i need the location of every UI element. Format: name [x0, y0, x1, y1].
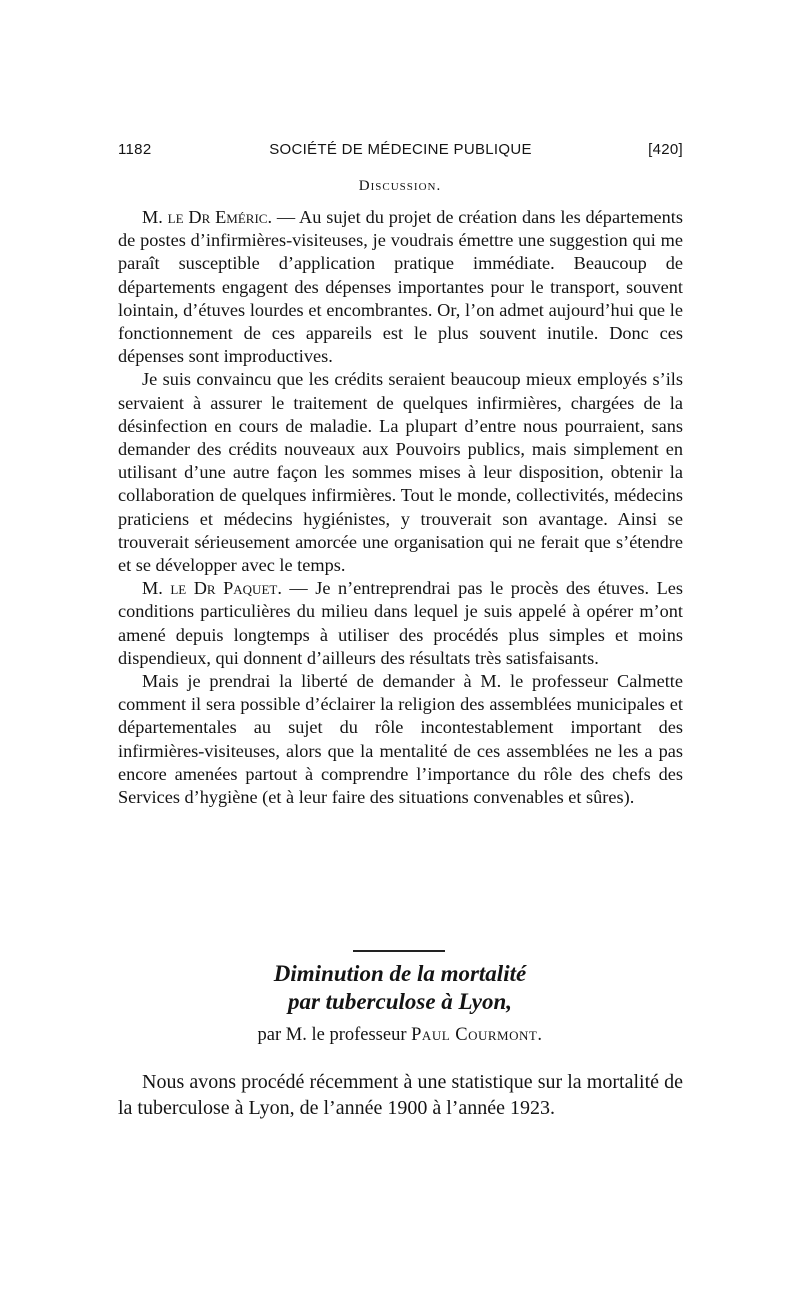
paragraph-text: — Je n’entreprendrai pas le procès des étuves. Les conditions particulières du milieu dans lequel je suis appelé à opérer m’ont amené depuis longtemps à utiliser des procédés plus simples et moins dispendieux, qui donnent d’ailleurs des résultats très satisfaisants.	[118, 578, 684, 668]
bracket-reference: [420]	[648, 141, 683, 158]
paragraph	[118, 368, 683, 577]
paragraph-text: Mais je prendrai la liberté de demander à M. le professeur Calmette comment il sera possible d’éclairer la religion des assemblées municipales et départementales au sujet du rôle incontestablement important des infirmières-visiteuses, alors que la mentalité de ces assemblées ne les a pas encore amenées partout à comprendre l’importance du rôle des chefs des Services d’hygiène (et à leur faire des situations convenables et sûres).	[118, 671, 683, 808]
discussion-body	[118, 206, 683, 809]
journal-title: SOCIÉTÉ DE MÉDECINE PUBLIQUE	[269, 141, 532, 158]
paragraph-text: Je suis convaincu que les crédits seraient beaucoup mieux employés s’ils servaient à assurer le traitement de quelques infirmières, chargées de la désinfection en cours de maladie. La plupart d’entre nous pourraient, sans demander des crédits nouveaux aux Pouvoirs publics, mais simplement en utilisant d’une autre façon les sommes mises à leur disposition, obtenir la collaboration de quelques infirmières. Tout le monde, collectivités, médecins praticiens et médecins hygiénistes, y trouverait son avantage. Ainsi se trouverait sérieusement amorcée une organisation qui ne ferait que s’étendre et se développer avec le temps.	[118, 369, 683, 576]
paragraph	[118, 577, 683, 670]
byline-prefix: par M. le professeur	[257, 1025, 412, 1045]
page-number: 1182	[118, 141, 152, 158]
article-title-line: Diminution de la mortalité	[273, 961, 527, 986]
paragraph	[118, 670, 683, 809]
article-byline	[0, 1025, 800, 1046]
article-intro	[118, 1070, 683, 1121]
paragraph-text: Nous avons procédé récemment à une statistique sur la mortalité de la tuberculose à Lyon, de l’année 1900 à l’année 1923.	[118, 1071, 683, 1119]
section-heading: Discussion.	[358, 178, 442, 194]
running-head	[118, 141, 683, 163]
article-title-line: par tuberculose à Lyon,	[287, 989, 513, 1014]
speaker-name: M. le Dr Paquet.	[142, 578, 282, 599]
section-divider	[353, 950, 445, 952]
paragraph-text: — Au sujet du projet de création dans les départements de postes d’infirmières-visiteuses, je voudrais émettre une suggestion qui me paraît susceptible d’application pratique immédiate. Beaucoup de départements engagent des dépenses importantes pour le transport, souvent lointain, d’étuves lourdes et encombrantes. Or, l’on admet aujourd’hui que le fonctionnement de ces appareils est le plus souvent inutile. Donc ces dépenses sont improductives.	[118, 207, 684, 367]
paragraph	[118, 1070, 683, 1121]
article-title	[0, 960, 800, 1016]
paragraph	[118, 206, 683, 368]
speaker-name: M. le Dr Eméric.	[142, 207, 273, 227]
author-name: Paul Courmont.	[411, 1025, 543, 1045]
